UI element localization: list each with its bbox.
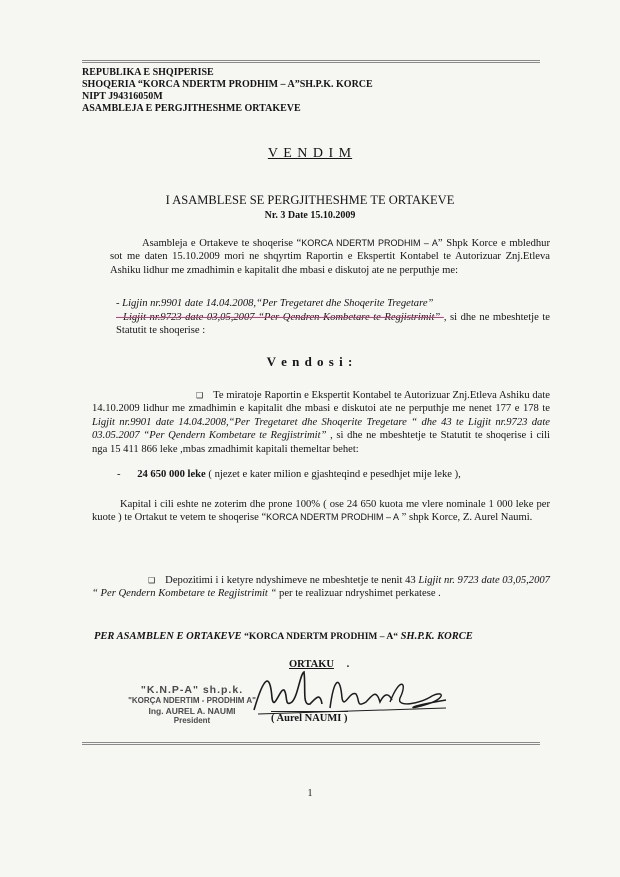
- document-subtitle: I ASAMBLESE SE PERGJITHESHME TE ORTAKEVE: [165, 193, 455, 207]
- closing-shpk: SH.P.K. KORCE: [397, 631, 473, 642]
- intro-paragraph: [110, 237, 550, 277]
- header-republic: REPUBLIKA E SHQIPERISE: [82, 67, 214, 78]
- decision2-law-italic: Ligjit nr. 9723 date 03,05,2007 “ Per Qendern Kombetare te Regjistrimit “: [92, 575, 550, 600]
- closing-assembly: PER ASAMBLEN E ORTAKEVE: [94, 631, 245, 642]
- stamp-line-1: "K.N.P-A" sh.p.k.: [140, 684, 244, 696]
- stamp-line-2: "KORÇA NDERTIM - PRODHIM A": [128, 696, 256, 705]
- document-title: [0, 146, 620, 162]
- top-double-rule: [82, 60, 540, 63]
- stamp-line-3: Ing. AUREL A. NAUMI: [148, 706, 236, 716]
- closing-company: “KORCA NDERTM PRODHIM – A“: [244, 632, 398, 642]
- page-number: 1: [307, 788, 313, 799]
- intro-text-a: Asambleja e Ortakeve te shoqerise “: [142, 238, 302, 249]
- capital-ownership-paragraph: [92, 498, 550, 525]
- decision1-law-italic: Ligjit nr.9901 date 14.04.2008,“Per Tregetaret dhe Shoqerite Tregetare “ dhe 43 te Ligjit nr.9723 date 03.05.2007 “Per Qendern Kombetare te Regjistrimit”: [92, 416, 550, 442]
- header-assembly: ASAMBLEJA E PERGJITHESHME ORTAKEVE: [82, 103, 301, 114]
- decision-item-2: [92, 574, 550, 601]
- decision-item-1: [92, 389, 550, 456]
- header-company: SHOQERIA “KORCA NDERTM PRODHIM – A”SH.P.K. KORCE: [82, 79, 373, 90]
- document-title-text: V E N D I M: [267, 146, 353, 161]
- law-reference-2-text: - Ligjit nr.9723 date 03,05,2007 “Per Qendren Kombetare te Regjistrimit”: [116, 312, 444, 323]
- stamp-line-4: President: [173, 716, 211, 725]
- decision2-text-a: Depozitimi i i ketyre ndyshimeve ne mbeshtetje te nenit 43: [165, 575, 419, 586]
- decision1-text-b: , si dhe ne mbeshtetje te Statutit te shoqerise i cili nga 15 411 866 leke ,mbas zmadhimit kapitali themeltar behet:: [92, 430, 550, 455]
- intro-company: KORCA NDERTM PRODHIM – A: [301, 238, 438, 248]
- capital-company: KORCA NDERTM PRODHIM – A: [266, 512, 400, 523]
- decision2-text-b: per te realizuar ndryshimet perkatese .: [276, 588, 441, 600]
- closing-line: [94, 631, 554, 642]
- capital-amount-words: ( njezet e kater milion e gjashteqind e pesedhjet mije leke ),: [205, 469, 461, 480]
- ortaku-text: ORTAKU: [289, 659, 334, 670]
- decision-number-date: Nr. 3 Date 15.10.2009: [264, 210, 356, 221]
- ortaku-dot: .: [346, 659, 350, 670]
- checkbox-bullet-icon: ❑: [196, 391, 204, 400]
- signatory-name: ( Aurel NAUMI ): [271, 713, 348, 724]
- amount-dash: -: [117, 469, 121, 480]
- checkbox-bullet-icon: ❑: [148, 576, 156, 585]
- decides-heading: V e n d o s i :: [266, 354, 354, 369]
- header-nipt: NIPT J94316050M: [82, 91, 163, 102]
- decision1-text-a: Te miratoje Raportin e Ekspertit Kontabel te Autorizuar Znj.Etleva Ashiku date 14.10.2009 lidhur me zmadhimin e kapitalit dhe mbasi e diskutoi ate ne perputhje me nenet 177 e 178 te: [92, 390, 550, 415]
- law-reference-1: - Ligjin nr.9901 date 14.04.2008,“Per Tregetaret dhe Shoqerite Tregetare”: [116, 298, 434, 309]
- law-reference-2: [116, 311, 550, 338]
- intro-text-b: ” Shpk Korce e mbledhur sot me daten 15.10.2009 mori ne shqyrtim Raportin e Ekspertit Kontabel te Autorizuar Znj.Etleva Ashiku lidhur me zmadhimin e kapitalit dhe mbasi e diskutoj ate ne perputhje me:: [110, 238, 550, 276]
- capital-text-a: Kapital i cili eshte ne zoterim dhe prone 100% ( ose 24 650 kuota me vlere nominale 1 000 leke per kuote ) te Ortakut te vetem te shoqerise “: [92, 499, 550, 524]
- header-block: [82, 67, 373, 115]
- law-reference-2-tail: , si dhe ne mbeshtetje te Statutit te shoqerise :: [116, 312, 550, 337]
- bottom-double-rule: [82, 742, 540, 745]
- capital-amount-line: [117, 469, 557, 480]
- capital-text-b: ” shpk Korce, Z. Aurel Naumi.: [399, 512, 533, 524]
- capital-amount: 24 650 000 leke: [137, 469, 206, 480]
